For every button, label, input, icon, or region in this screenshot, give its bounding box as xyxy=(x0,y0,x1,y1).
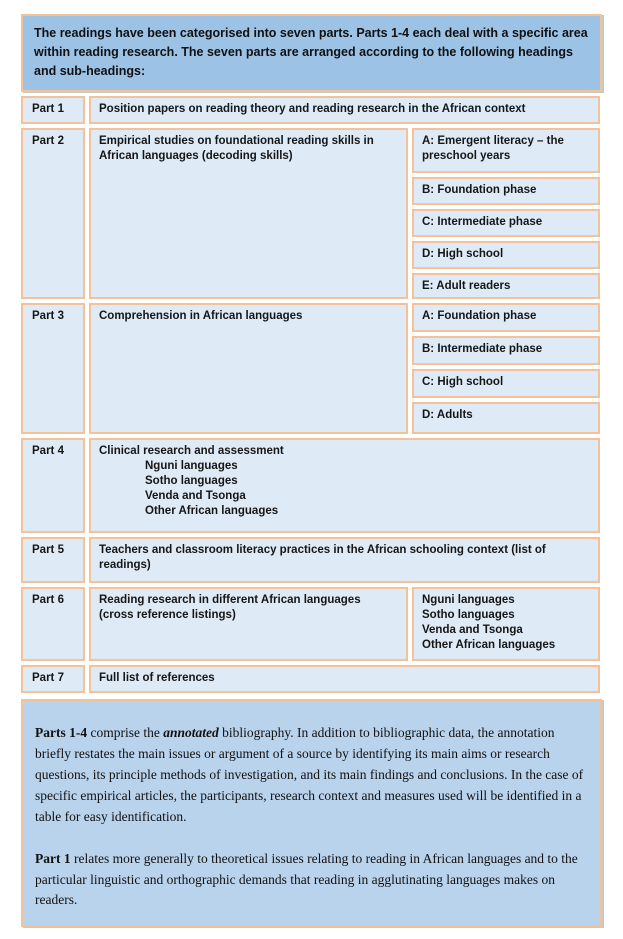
part-2-subitem-d: D: High school xyxy=(412,241,600,269)
footer-paragraph-part-1 xyxy=(35,849,588,912)
part-6-languages xyxy=(412,587,600,661)
part-6-description: Reading research in different African languages (cross reference listings) xyxy=(89,587,408,661)
part-6-language-line: Other African languages xyxy=(422,638,556,651)
intro-panel xyxy=(21,14,602,92)
part-3-subitem-c: C: High school xyxy=(412,369,600,398)
part-4-language-line: Venda and Tsonga xyxy=(145,489,246,502)
annotated-emphasis: annotated xyxy=(163,725,219,740)
part-1-bold: Part 1 xyxy=(35,850,71,866)
part-6-language-line: Sotho languages xyxy=(422,608,515,621)
part-2-label: Part 2 xyxy=(21,128,85,299)
part-5-description: Teachers and classroom literacy practices in the African schooling context (list of readings) xyxy=(89,537,600,583)
part-5-label: Part 5 xyxy=(21,537,85,583)
part-3-subitem-d: D: Adults xyxy=(412,402,600,434)
parts-table xyxy=(21,96,600,693)
part-6-language-line: Nguni languages xyxy=(422,594,515,606)
part-1-description: Position papers on reading theory and reading research in the African context xyxy=(89,96,600,124)
part-2-subitem-e: E: Adult readers xyxy=(412,273,600,299)
part-4-content xyxy=(89,438,600,533)
footer-paragraph-annotated-bibliography xyxy=(35,723,588,828)
part-6-language-line: Venda and Tsonga xyxy=(422,623,523,636)
footer-panel xyxy=(21,699,602,927)
intro-text: The readings have been categorised into seven parts. Parts 1-4 each deal with a specific area within reading research. The seven parts are arranged according to the following headings and sub-headings: xyxy=(34,26,588,78)
part-3-description: Comprehension in African languages xyxy=(89,303,408,434)
part-7-label: Part 7 xyxy=(21,665,85,693)
part-3-subitem-b: B: Intermediate phase xyxy=(412,336,600,365)
parts-1-4-bold: Parts 1-4 xyxy=(35,725,88,740)
part-2-subitem-a: A: Emergent literacy – the preschool years xyxy=(412,128,600,173)
part-4-label: Part 4 xyxy=(21,438,85,533)
part-1-label: Part 1 xyxy=(21,96,85,124)
part-4-language-line: Other African languages xyxy=(145,504,279,517)
footer-text: comprise the xyxy=(87,725,164,740)
part-6-label: Part 6 xyxy=(21,587,85,661)
part-3-label: Part 3 xyxy=(21,303,85,434)
part-2-subitem-b: B: Foundation phase xyxy=(412,177,600,205)
part-7-description: Full list of references xyxy=(89,665,600,693)
part-4-description: Clinical research and assessment xyxy=(99,445,284,457)
part-4-language-line: Sotho languages xyxy=(145,474,238,487)
part-2-description: Empirical studies on foundational reading skills in African languages (decoding skills) xyxy=(89,128,408,299)
part-3-subitem-a: A: Foundation phase xyxy=(412,303,600,332)
footer-text: relates more generally to theoretical issues relating to reading in African languages and to the particular linguistic and orthographic demands that reading in agglutinating languages makes on readers. xyxy=(35,850,578,908)
part-2-subitem-c: C: Intermediate phase xyxy=(412,209,600,237)
footer-text: bibliography. In addition to bibliographic data, the annotation briefly restates the main issues or argument of a source by identifying its main aims or research questions, its principle methods of investigation, and its main findings and conclusions. In the case of specific empirical articles, the participants, research context and measures used will be identified in a table for easy identification. xyxy=(35,725,584,824)
part-4-language-line: Nguni languages xyxy=(145,459,238,472)
